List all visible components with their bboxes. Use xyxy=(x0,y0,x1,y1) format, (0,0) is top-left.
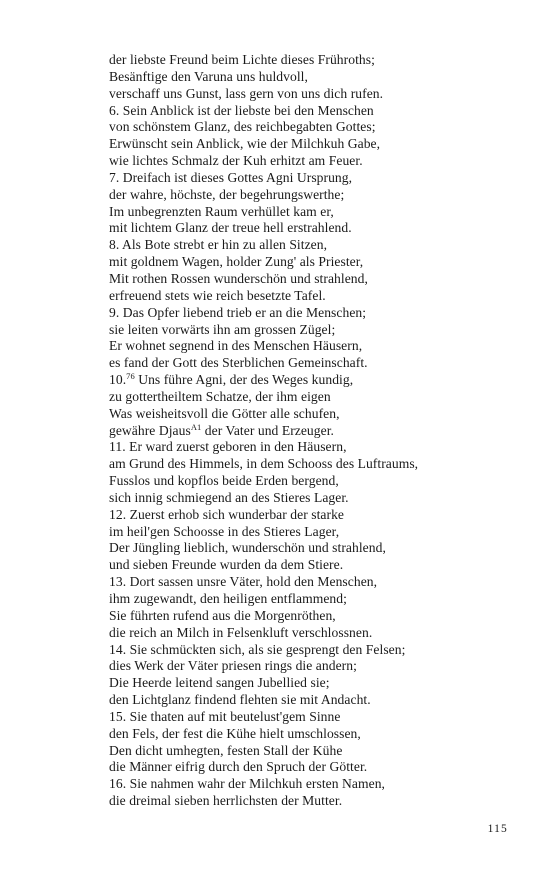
verse-line: den Fels, der fest die Kühe hielt umschlossen, xyxy=(109,725,361,741)
verse-line: dies Werk der Väter priesen rings die andern; xyxy=(109,658,357,674)
verse-line: der liebste Freund beim Lichte dieses Frühroths; xyxy=(109,52,375,67)
verse-line: 9. Das Opfer liebend trieb er an die Menschen; xyxy=(109,304,367,320)
verse-line-text: Uns führe Agni, der des Weges kundig, xyxy=(134,372,354,388)
verse-line: sich innig schmiegend an des Stieres Lager. xyxy=(109,489,349,505)
verse-line: Besänftige den Varuna uns huldvoll, xyxy=(109,68,308,84)
verse-line: den Lichtglanz findend flehten sie mit Andacht. xyxy=(109,692,371,708)
verse-line: der wahre, höchste, der begehrungswerthe; xyxy=(109,186,345,202)
verse-line: die reich an Milch in Felsenkluft verschlossnen. xyxy=(109,624,373,640)
verse-line: 14. Sie schmückten sich, als sie gesprengt den Felsen; xyxy=(109,641,406,657)
verse-line: 11. Er ward zuerst geboren in den Häusern, xyxy=(109,439,347,455)
verse-line-with-footnote xyxy=(109,423,509,440)
verse-number: 10. xyxy=(109,372,127,388)
verse-line: ihm zugewandt, den heiligen entflammend; xyxy=(109,591,347,606)
verse-line: 6. Sein Anblick ist der liebste bei den Menschen xyxy=(109,102,374,118)
verse-line: von schönstem Glanz, des reichbegabten Gottes; xyxy=(109,119,376,135)
verse-line: Er wohnet segnend in des Menschen Häusern, xyxy=(109,338,363,354)
verse-line: Der Jüngling lieblich, wunderschön und strahlend, xyxy=(109,540,386,556)
verse-line: Im unbegrenzten Raum verhüllet kam er, xyxy=(109,203,334,219)
verse-line: sie leiten vorwärts ihn am grossen Zügel; xyxy=(109,321,336,337)
verse-line: 13. Dort sassen unsre Väter, hold den Menschen, xyxy=(109,574,378,590)
verse-line: 8. Als Bote strebt er hin zu allen Sitzen, xyxy=(109,237,328,253)
verse-line: Sie führten rufend aus die Morgenröthen, xyxy=(109,607,336,623)
footnote-marker[interactable]: 76 xyxy=(126,371,135,382)
verse-line: und sieben Freunde wurden da dem Stiere. xyxy=(109,557,344,573)
verse-line: Mit rothen Rossen wunderschön und strahlend, xyxy=(109,270,368,286)
page-number: 115 xyxy=(487,823,508,835)
verse-line: verschaff uns Gunst, lass gern von uns dich rufen. xyxy=(109,85,384,101)
verse-line: Die Heerde leitend sangen Jubellied sie; xyxy=(109,675,330,691)
verse-line: die dreimal sieben herrlichsten der Mutter. xyxy=(109,793,343,809)
verse-line: wie lichtes Schmalz der Kuh erhitzt am Feuer. xyxy=(109,153,363,169)
verse-line: am Grund des Himmels, in dem Schooss des Luftraums, xyxy=(109,456,419,472)
verse-line: Fusslos und kopflos beide Erden bergend, xyxy=(109,473,339,489)
verse-line: Was weisheitsvoll die Götter alle schufen, xyxy=(109,405,340,421)
verse-line-text: gewähre Djaus xyxy=(109,422,191,438)
verse-line: 7. Dreifach ist dieses Gottes Agni Ursprung, xyxy=(109,169,353,185)
verse-line: zu gottertheiltem Schatze, der ihm eigen xyxy=(109,388,331,404)
verse-line: 15. Sie thaten auf mit beutelust'gem Sinne xyxy=(109,708,341,724)
verse-line: Erwünscht sein Anblick, wie der Milchkuh Gabe, xyxy=(109,136,381,152)
verse-text-block xyxy=(109,52,509,810)
verse-line: mit lichtem Glanz der treue hell erstrahlend. xyxy=(109,220,352,236)
verse-line: 16. Sie nahmen wahr der Milchkuh ersten Namen, xyxy=(109,776,385,792)
footnote-marker[interactable]: A1 xyxy=(190,421,202,432)
verse-line: mit goldnem Wagen, holder Zung' als Priester, xyxy=(109,254,364,270)
verse-line: die Männer eifrig durch den Spruch der Götter. xyxy=(109,759,368,775)
verse-line: Den dicht umhegten, festen Stall der Kühe xyxy=(109,742,343,758)
verse-line: erfreuend stets wie reich besetzte Tafel. xyxy=(109,287,326,303)
verse-line: es fand der Gott des Sterblichen Gemeinschaft. xyxy=(109,355,368,371)
verse-line: im heil'gen Schoosse in des Stieres Lager, xyxy=(109,523,340,539)
verse-line-with-footnote xyxy=(109,372,509,389)
verse-line: 12. Zuerst erhob sich wunderbar der starke xyxy=(109,506,344,522)
verse-line-text: der Vater und Erzeuger. xyxy=(201,422,334,438)
